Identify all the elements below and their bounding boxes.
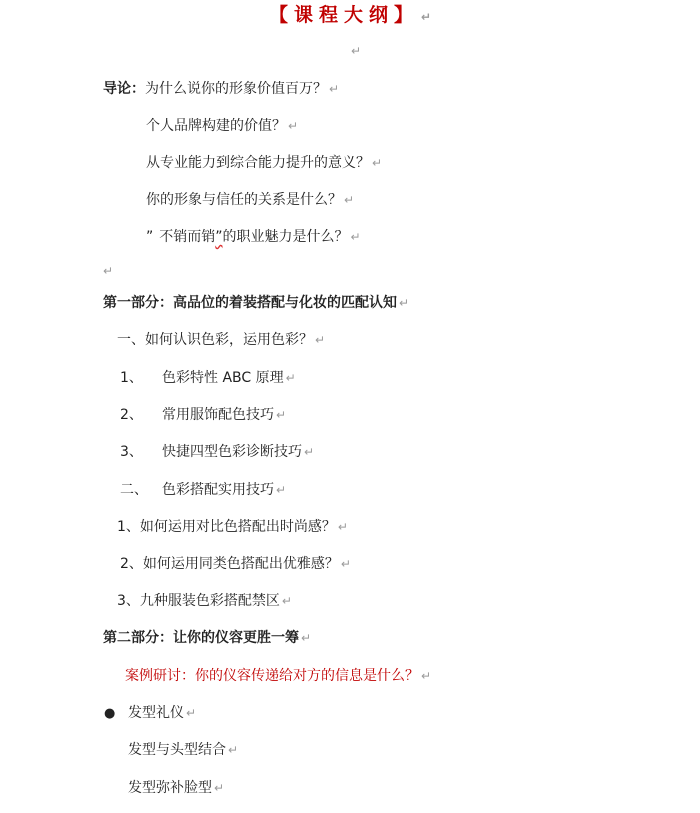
paragraph-mark: ↵ (285, 371, 296, 385)
tip-item (120, 555, 351, 573)
paragraph-mark: ↵ (214, 781, 225, 795)
item-number: 2、 (120, 407, 143, 423)
tip-text: 2、如何运用同类色搭配出优雅感？ (120, 556, 339, 572)
paragraph-mark: ↵ (351, 44, 362, 58)
intro-item (146, 154, 382, 172)
case-study-text: 案例研讨：你的仪容传递给对方的信息是什么？ (125, 668, 419, 684)
bullet-text: 发型礼仪 (128, 705, 184, 721)
intro-item-text: 个人品牌构建的价值？ (146, 118, 286, 134)
quote-mark: ” (146, 229, 154, 245)
item-number: 1、 (120, 370, 143, 386)
paragraph-mark: ↵ (420, 10, 432, 24)
paragraph-mark: ↵ (315, 333, 326, 347)
paragraph-mark: ↵ (288, 119, 299, 133)
title-text: 【课程大纲】 (268, 4, 419, 26)
section-number: 二、 (120, 482, 148, 498)
sub-item (128, 779, 224, 797)
tip-item (117, 518, 348, 536)
item-text: 常用服饰配色技巧 (162, 407, 274, 423)
intro-item (146, 117, 298, 135)
case-study-line (125, 667, 431, 685)
numbered-item (120, 406, 286, 424)
item-text: 快捷四型色彩诊断技巧 (162, 444, 302, 460)
item-number: 3、 (120, 444, 143, 460)
paragraph-mark: ↵ (228, 743, 239, 757)
part1-section1 (117, 331, 325, 349)
intro-item-text: 从专业能力到综合能力提升的意义？ (146, 155, 370, 171)
item-text: 色彩特性 ABC 原理 (162, 370, 284, 386)
paragraph-mark: ↵ (329, 82, 340, 96)
paragraph-mark: ↵ (372, 156, 383, 170)
part2-heading (103, 629, 311, 647)
bullet-icon: ● (104, 706, 116, 721)
paragraph-mark: ↵ (350, 230, 361, 244)
numbered-item (120, 369, 296, 387)
intro-line (103, 80, 339, 98)
sub-item-text: 发型弥补脸型 (128, 780, 212, 796)
paragraph-mark: ↵ (281, 594, 292, 608)
intro-label: 导论： (103, 81, 145, 97)
paragraph-mark: ↵ (276, 483, 287, 497)
intro-item-text: 你的形象与信任的关系是什么？ (146, 192, 342, 208)
intro-item-quote (146, 228, 361, 246)
sub-item-text: 发型与头型结合 (128, 742, 226, 758)
tip-item (117, 592, 292, 610)
numbered-item (120, 443, 314, 461)
quote-rest: 的职业魅力是什么？ (222, 229, 349, 245)
paragraph-mark: ↵ (186, 706, 197, 720)
paragraph-mark: ↵ (103, 264, 114, 278)
part1-heading (103, 294, 409, 312)
paragraph-mark: ↵ (340, 557, 351, 571)
quote-text (159, 229, 222, 245)
intro-main: 为什么说你的形象价值百万？ (145, 81, 327, 97)
paragraph-mark: ↵ (301, 631, 312, 645)
paragraph-mark: ↵ (276, 408, 287, 422)
part1-heading-text: 第一部分：高品位的着装搭配与化妆的匹配认知 (103, 295, 397, 311)
tip-text: 3、九种服装色彩搭配禁区 (117, 593, 280, 609)
empty-paragraph (349, 42, 361, 60)
paragraph-mark: ↵ (399, 296, 410, 310)
spellcheck-underline: ” (215, 229, 223, 245)
empty-paragraph (101, 262, 113, 280)
paragraph-mark: ↵ (337, 520, 348, 534)
tip-text: 1、如何运用对比色搭配出时尚感？ (117, 519, 336, 535)
section-text: 一、如何认识色彩，运用色彩？ (117, 332, 313, 348)
intro-item (146, 191, 354, 209)
bullet-item (104, 704, 196, 723)
part1-section2 (120, 481, 286, 499)
paragraph-mark: ↵ (344, 193, 355, 207)
part2-heading-text: 第二部分：让你的仪容更胜一筹 (103, 630, 299, 646)
document-title (0, 4, 700, 28)
paragraph-mark: ↵ (304, 445, 315, 459)
quote-word: 不销而销 (159, 229, 216, 245)
paragraph-mark: ↵ (421, 669, 432, 683)
section-text: 色彩搭配实用技巧 (162, 482, 274, 498)
sub-item (128, 741, 238, 759)
